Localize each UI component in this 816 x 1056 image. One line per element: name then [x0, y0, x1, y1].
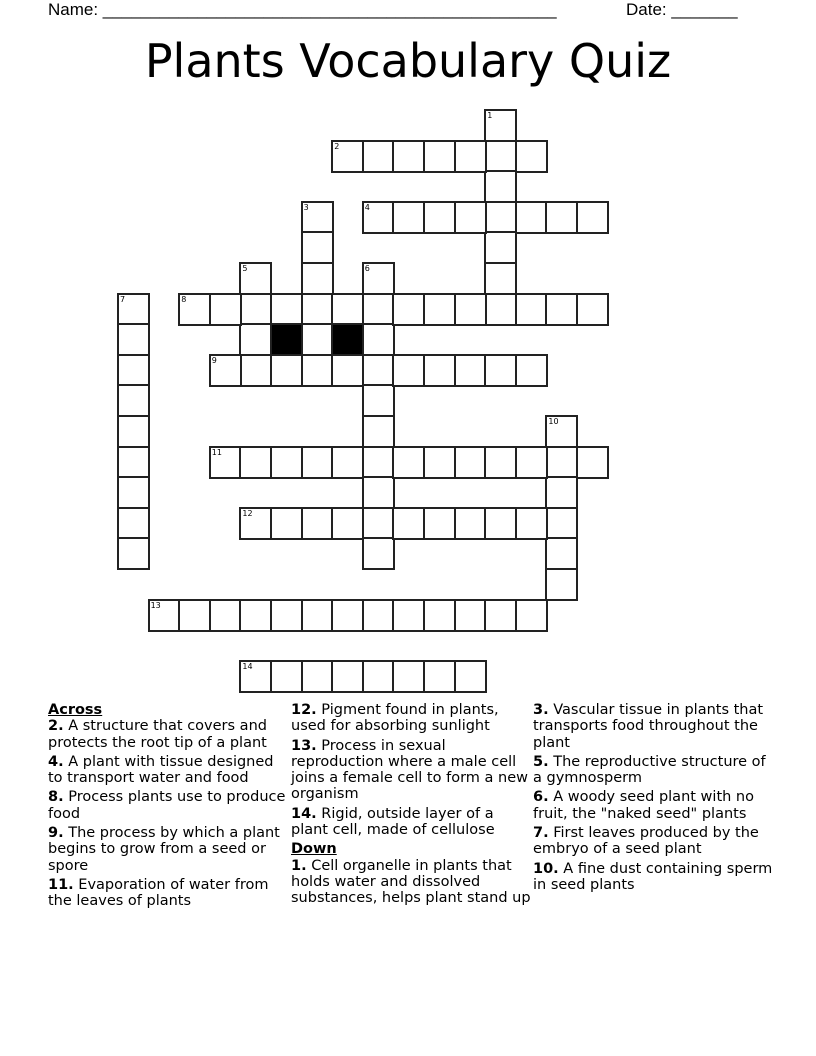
grid-cell[interactable] — [484, 109, 517, 142]
grid-cell[interactable] — [515, 140, 548, 173]
grid-cell[interactable] — [117, 323, 150, 356]
grid-cell[interactable] — [331, 140, 364, 173]
grid-cell[interactable] — [484, 507, 517, 540]
grid-cell[interactable] — [545, 476, 578, 509]
clues-column-3 — [533, 702, 773, 896]
grid-cell[interactable] — [484, 140, 517, 173]
grid-cell[interactable] — [484, 231, 517, 264]
grid-cell[interactable] — [484, 446, 517, 479]
clue-number: 7 — [120, 294, 126, 304]
clue-number: 1 — [487, 111, 493, 120]
grid-cell[interactable] — [454, 293, 487, 326]
grid-cell[interactable] — [454, 599, 487, 632]
clue-across-11: 11. Evaporation of water from the leaves of plants — [48, 876, 269, 910]
grid-cell[interactable] — [484, 293, 517, 326]
grid-cell[interactable] — [301, 323, 334, 356]
grid-cell[interactable] — [270, 660, 303, 693]
grid-cell[interactable] — [423, 507, 456, 540]
grid-cell[interactable] — [454, 354, 487, 387]
grid-cell[interactable] — [270, 446, 303, 479]
grid-cell[interactable] — [239, 262, 272, 295]
clue-down-7: 7. First leaves produced by the embryo of a seed plant — [533, 825, 759, 858]
grid-cell[interactable] — [117, 446, 150, 479]
grid-cell[interactable] — [209, 599, 242, 632]
clue-down-3: 3. Vascular tissue in plants that transports food throughout the plant — [533, 702, 764, 751]
grid-cell[interactable] — [576, 201, 609, 234]
grid-cell[interactable] — [362, 415, 395, 448]
page-title: Plants Vocabulary Quiz — [144, 34, 672, 88]
grid-cell[interactable] — [362, 262, 395, 295]
grid-cell[interactable] — [454, 140, 487, 173]
grid-cell[interactable] — [484, 599, 517, 632]
grid-cell[interactable] — [117, 293, 150, 326]
grid-cell[interactable] — [576, 446, 609, 479]
grid-cell[interactable] — [545, 446, 578, 479]
grid-cell[interactable] — [301, 599, 334, 632]
grid-cell[interactable] — [392, 354, 425, 387]
grid-cell[interactable] — [362, 507, 395, 540]
grid-cell[interactable] — [239, 507, 272, 540]
across-heading: Across — [48, 702, 103, 718]
grid-cell[interactable] — [545, 507, 578, 540]
clue-down-10: 10. A fine dust containing sperm in seed plants — [533, 860, 773, 893]
grid-cell[interactable] — [239, 323, 272, 356]
clue-down-5: 5. The reproductive structure of a gymnosperm — [533, 753, 766, 787]
grid-cell[interactable] — [545, 201, 578, 234]
clue-number: 6 — [364, 264, 370, 273]
grid-cell[interactable] — [178, 599, 211, 632]
grid-cell[interactable] — [239, 660, 272, 693]
clue-number: 12 — [242, 508, 253, 518]
grid-cell[interactable] — [239, 293, 272, 326]
grid-cell[interactable] — [576, 293, 609, 326]
grid-cell[interactable] — [117, 384, 150, 417]
grid-cell[interactable] — [117, 415, 150, 448]
grid-cell[interactable] — [301, 354, 334, 387]
grid-cell[interactable] — [362, 140, 395, 173]
date-field[interactable]: Date: _______ — [626, 0, 738, 19]
grid-cell[interactable] — [392, 446, 425, 479]
clue-number: 10 — [548, 417, 559, 426]
grid-cell[interactable] — [515, 507, 548, 540]
grid-cell[interactable] — [362, 323, 395, 356]
clue-across-9: 9. The process by which a plant begins to grow from a seed or spore — [48, 825, 280, 874]
name-field[interactable]: Name: ________________________________________________ — [48, 0, 557, 19]
clues-column-1 — [48, 702, 288, 913]
grid-cell[interactable] — [362, 476, 395, 509]
grid-cell[interactable] — [423, 293, 456, 326]
clue-number: 8 — [181, 294, 187, 304]
grid-cell[interactable] — [117, 476, 150, 509]
grid-cell[interactable] — [423, 140, 456, 173]
clue-number: 5 — [242, 264, 248, 273]
grid-cell[interactable] — [515, 599, 548, 632]
grid-cell[interactable] — [301, 507, 334, 540]
clue-number: 11 — [211, 447, 222, 457]
grid-cell[interactable] — [362, 354, 395, 387]
grid-cell[interactable] — [515, 446, 548, 479]
grid-cell[interactable] — [545, 415, 578, 448]
grid-cell[interactable] — [301, 231, 334, 264]
grid-cell[interactable] — [423, 599, 456, 632]
grid-cell[interactable] — [484, 201, 517, 234]
grid-cell[interactable] — [301, 201, 334, 234]
grid-cell[interactable] — [545, 537, 578, 570]
grid-cell[interactable] — [423, 660, 456, 693]
clues-column-2 — [291, 702, 531, 910]
grid-cell[interactable] — [423, 354, 456, 387]
clue-across-4: 4. A plant with tissue designed to transport water and food — [48, 753, 274, 787]
grid-cell[interactable] — [117, 507, 150, 540]
grid-cell[interactable] — [454, 507, 487, 540]
grid-cell[interactable] — [331, 599, 364, 632]
grid-cell[interactable] — [209, 354, 242, 387]
grid-cell[interactable] — [270, 599, 303, 632]
grid-cell[interactable] — [301, 446, 334, 479]
black-cell — [331, 323, 364, 356]
grid-cell[interactable] — [362, 537, 395, 570]
clue-number: 3 — [303, 202, 309, 212]
grid-cell[interactable] — [270, 507, 303, 540]
grid-cell[interactable] — [117, 354, 150, 387]
grid-cell[interactable] — [362, 660, 395, 693]
grid-cell[interactable] — [392, 201, 425, 234]
grid-cell[interactable] — [392, 140, 425, 173]
grid-cell[interactable] — [454, 660, 487, 693]
grid-cell[interactable] — [515, 354, 548, 387]
grid-cell[interactable] — [362, 293, 395, 326]
grid-cell[interactable] — [301, 660, 334, 693]
grid-cell[interactable] — [301, 293, 334, 326]
grid-cell[interactable] — [454, 446, 487, 479]
grid-cell[interactable] — [392, 599, 425, 632]
grid-cell[interactable] — [484, 170, 517, 203]
clue-across-8: 8. Process plants use to produce food — [48, 789, 286, 822]
grid-cell[interactable] — [301, 262, 334, 295]
clue-down-6: 6. A woody seed plant with no fruit, the "naked seed" plants — [533, 789, 754, 822]
grid-cell[interactable] — [239, 599, 272, 632]
clue-across-12: 12. Pigment found in plants, used for absorbing sunlight — [291, 702, 499, 735]
grid-cell[interactable] — [515, 201, 548, 234]
grid-cell[interactable] — [178, 293, 211, 326]
clue-across-2: 2. A structure that covers and protects the root tip of a plant — [48, 718, 267, 751]
grid-cell[interactable] — [362, 201, 395, 234]
grid-cell[interactable] — [270, 293, 303, 326]
grid-cell[interactable] — [362, 446, 395, 479]
grid-cell[interactable] — [239, 446, 272, 479]
grid-cell[interactable] — [545, 568, 578, 601]
grid-cell[interactable] — [117, 537, 150, 570]
grid-cell[interactable] — [331, 446, 364, 479]
grid-cell[interactable] — [362, 384, 395, 417]
grid-cell[interactable] — [484, 354, 517, 387]
grid-cell[interactable] — [423, 446, 456, 479]
grid-cell[interactable] — [545, 293, 578, 326]
grid-cell[interactable] — [392, 660, 425, 693]
grid-cell[interactable] — [392, 507, 425, 540]
grid-cell[interactable] — [331, 354, 364, 387]
clue-number: 13 — [150, 600, 161, 610]
grid-cell[interactable] — [209, 446, 242, 479]
grid-cell[interactable] — [331, 507, 364, 540]
grid-cell[interactable] — [362, 599, 395, 632]
grid-cell[interactable] — [515, 293, 548, 326]
grid-cell[interactable] — [484, 262, 517, 295]
grid-cell[interactable] — [148, 599, 181, 632]
clue-across-13: 13. Process in sexual reproduction where a male cell joins a female cell to form a new organism — [291, 737, 528, 803]
grid-cell[interactable] — [270, 354, 303, 387]
clue-number: 14 — [242, 661, 253, 671]
grid-cell[interactable] — [392, 293, 425, 326]
down-heading: Down — [291, 841, 337, 858]
grid-cell[interactable] — [239, 354, 272, 387]
grid-cell[interactable] — [331, 660, 364, 693]
clue-number: 4 — [364, 202, 370, 212]
grid-cell[interactable] — [209, 293, 242, 326]
clue-across-14: 14. Rigid, outside layer of a plant cell, made of cellulose — [291, 805, 495, 839]
black-cell — [270, 323, 303, 356]
grid-cell[interactable] — [454, 201, 487, 234]
clue-down-1: 1. Cell organelle in plants that holds water and dissolved substances, helps plant stand up — [291, 857, 531, 907]
grid-cell[interactable] — [423, 201, 456, 234]
clue-number: 9 — [211, 355, 217, 365]
grid-cell[interactable] — [331, 293, 364, 326]
clue-number: 2 — [334, 141, 340, 151]
